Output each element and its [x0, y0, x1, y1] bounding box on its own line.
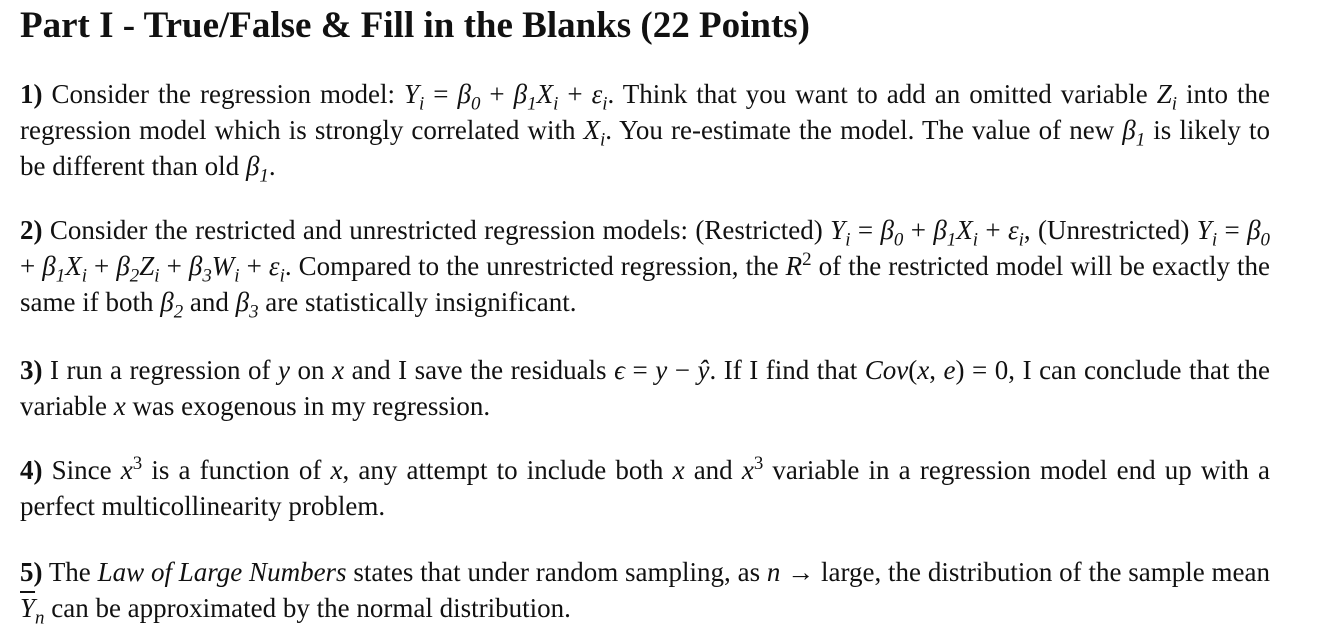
math-operator: , — [929, 355, 944, 385]
math-symbol: β — [933, 215, 947, 245]
math-subscript: 1 — [55, 265, 66, 287]
math-operator: = — [850, 215, 881, 245]
math-symbol: Y — [403, 79, 420, 109]
math-symbol: ε — [1007, 215, 1019, 245]
math-symbol: ϵ — [614, 355, 625, 385]
question-text-run: . Think that you want to add an omitted variable — [607, 79, 1157, 109]
math-symbol: e — [943, 355, 956, 385]
question-text — [20, 79, 1270, 187]
math-operator: = — [1217, 215, 1248, 245]
question-text-run: of the restricted model will be exactly the same if both — [20, 251, 1270, 317]
question-text-run: I run a regression of — [42, 355, 279, 385]
math-operator: + — [20, 251, 43, 281]
math-symbol: ε — [268, 251, 280, 281]
math-subscript: i — [234, 265, 240, 287]
question-1 — [20, 76, 1270, 187]
question-text-run: . Compared to the unrestricted regression, the — [284, 251, 786, 281]
math-operator: + — [480, 79, 514, 109]
math-superscript: 2 — [802, 249, 812, 270]
math-symbol: x — [113, 391, 126, 421]
math-symbol: Y — [1196, 215, 1212, 245]
question-number: 2) — [20, 215, 43, 245]
math-operator: − — [667, 355, 698, 385]
question-text-run: , (Unrestricted) — [1023, 215, 1197, 245]
math-symbol: x — [120, 455, 133, 485]
math-symbol-bar: $\overline{Y}$ — [20, 593, 36, 623]
question-text-run: on — [290, 355, 333, 385]
math-symbol: β — [116, 251, 130, 281]
math-subscript: 0 — [893, 229, 904, 251]
math-symbol: β — [235, 287, 250, 317]
math-operator: = — [424, 79, 458, 109]
math-subscript: 1 — [259, 165, 269, 187]
math-subscript: 1 — [527, 93, 537, 115]
question-text-run: into the regression model which is strongly correlated with — [20, 79, 1270, 145]
question-4 — [20, 452, 1270, 524]
question-number: 4) — [20, 455, 43, 485]
math-operator: + — [86, 251, 117, 281]
math-subscript: 2 — [129, 265, 140, 287]
math-subscript: n — [35, 607, 45, 629]
math-symbol: y — [655, 355, 668, 385]
question-text-run: can be approximated by the normal distribution. — [44, 593, 571, 623]
math-symbol: X — [956, 215, 973, 245]
question-text-run: Consider the restricted and unrestricted regression models: (Restricted) — [42, 215, 831, 245]
math-symbol: ε — [591, 79, 603, 109]
math-symbol: ŷ — [697, 355, 710, 385]
math-symbol: x — [741, 455, 754, 485]
math-subscript: i — [81, 265, 87, 287]
math-operator: + — [239, 251, 269, 281]
question-text-run: The — [42, 557, 98, 587]
math-symbol: W — [211, 251, 235, 281]
question-text-run: are statistically insignificant. — [258, 287, 577, 317]
math-operator: + — [558, 79, 592, 109]
math-superscript: 3 — [132, 453, 143, 474]
math-symbol: β — [513, 79, 528, 109]
math-subscript: i — [1018, 229, 1024, 251]
math-symbol: X — [65, 251, 82, 281]
math-operator: + — [977, 215, 1008, 245]
math-subscript: i — [419, 93, 425, 115]
math-subscript: 1 — [1135, 129, 1146, 151]
question-text-run: . If I find that — [709, 355, 865, 385]
math-symbol: β — [1247, 215, 1261, 245]
math-symbol: Z — [139, 251, 155, 281]
question-number: 3) — [20, 355, 43, 385]
math-symbol: β — [457, 79, 471, 109]
math-symbol: x — [330, 455, 343, 485]
question-number: 5) — [20, 557, 43, 587]
math-symbol: β — [1122, 115, 1136, 145]
emphasized-text: Law of Large Numbers — [97, 557, 347, 587]
math-subscript: i — [154, 265, 160, 287]
math-subscript: 3 — [202, 265, 212, 287]
math-subscript: i — [600, 129, 606, 151]
math-symbol: Y — [830, 215, 846, 245]
math-subscript: i — [279, 265, 285, 287]
question-text — [20, 455, 1270, 521]
math-superscript: 3 — [753, 453, 764, 474]
question-5 — [20, 554, 1270, 629]
question-text-run: . — [268, 151, 276, 181]
math-subscript: i — [1211, 229, 1218, 251]
question-2 — [20, 212, 1270, 323]
math-operator: + — [903, 215, 934, 245]
math-operator: → — [780, 557, 822, 587]
question-text-run: , I can conclude that the variable — [20, 355, 1271, 421]
math-subscript: 2 — [173, 301, 184, 323]
math-subscript: i — [1171, 93, 1177, 115]
question-text-run: was exogenous in my regression. — [125, 391, 491, 421]
math-symbol: x — [917, 355, 930, 385]
math-symbol: n — [766, 557, 781, 587]
math-symbol: Cov — [864, 355, 909, 385]
math-symbol: β — [245, 151, 260, 181]
math-subscript: i — [602, 93, 608, 115]
question-text-run: is likely to be different than old — [20, 115, 1270, 181]
question-text-run: variable in a regression model end up with a perfect multicollinearity problem. — [20, 455, 1271, 521]
math-operator: ( — [908, 355, 918, 385]
math-operator: ) = 0 — [955, 355, 1009, 385]
math-symbol: R — [785, 251, 803, 281]
math-symbol: X — [536, 79, 554, 109]
question-text — [20, 355, 1270, 421]
math-symbol: β — [160, 287, 174, 317]
question-text-run: large, the distribution of the sample mean — [821, 557, 1270, 587]
question-text-run: , any attempt to include both — [342, 455, 673, 485]
question-text-run: is a function of — [142, 455, 331, 485]
question-number: 1) — [20, 79, 43, 109]
math-symbol: β — [188, 251, 203, 281]
question-text-run: states that under random sampling, as — [346, 557, 767, 587]
question-text-run: . You re-estimate the model. The value of new — [605, 115, 1123, 145]
math-subscript: 3 — [249, 301, 259, 323]
math-symbol: X — [583, 115, 601, 145]
question-3 — [20, 352, 1270, 424]
math-operator: = — [624, 355, 656, 385]
math-subscript: i — [972, 229, 978, 251]
math-symbol: β — [42, 251, 56, 281]
question-text-run: and — [183, 287, 236, 317]
math-symbol: x — [332, 355, 345, 385]
math-subscript: 0 — [470, 93, 481, 115]
question-text-run: Consider the regression model: — [42, 79, 404, 109]
math-symbol: Z — [1156, 79, 1172, 109]
math-symbol: x — [672, 455, 685, 485]
question-text-run: and I save the residuals — [344, 355, 615, 385]
section-title: Part I - True/False & Fill in the Blanks (22 Points) — [20, 5, 811, 46]
math-subscript: 1 — [946, 229, 957, 251]
math-symbol: y — [278, 355, 291, 385]
question-text-run: and — [684, 455, 742, 485]
math-symbol: β — [880, 215, 894, 245]
question-text — [20, 215, 1270, 323]
math-subscript: i — [553, 93, 559, 115]
math-operator: + — [159, 251, 189, 281]
math-subscript: i — [845, 229, 851, 251]
question-text-run: Since — [42, 455, 121, 485]
math-subscript: 0 — [1260, 229, 1270, 251]
question-text — [20, 557, 1270, 629]
